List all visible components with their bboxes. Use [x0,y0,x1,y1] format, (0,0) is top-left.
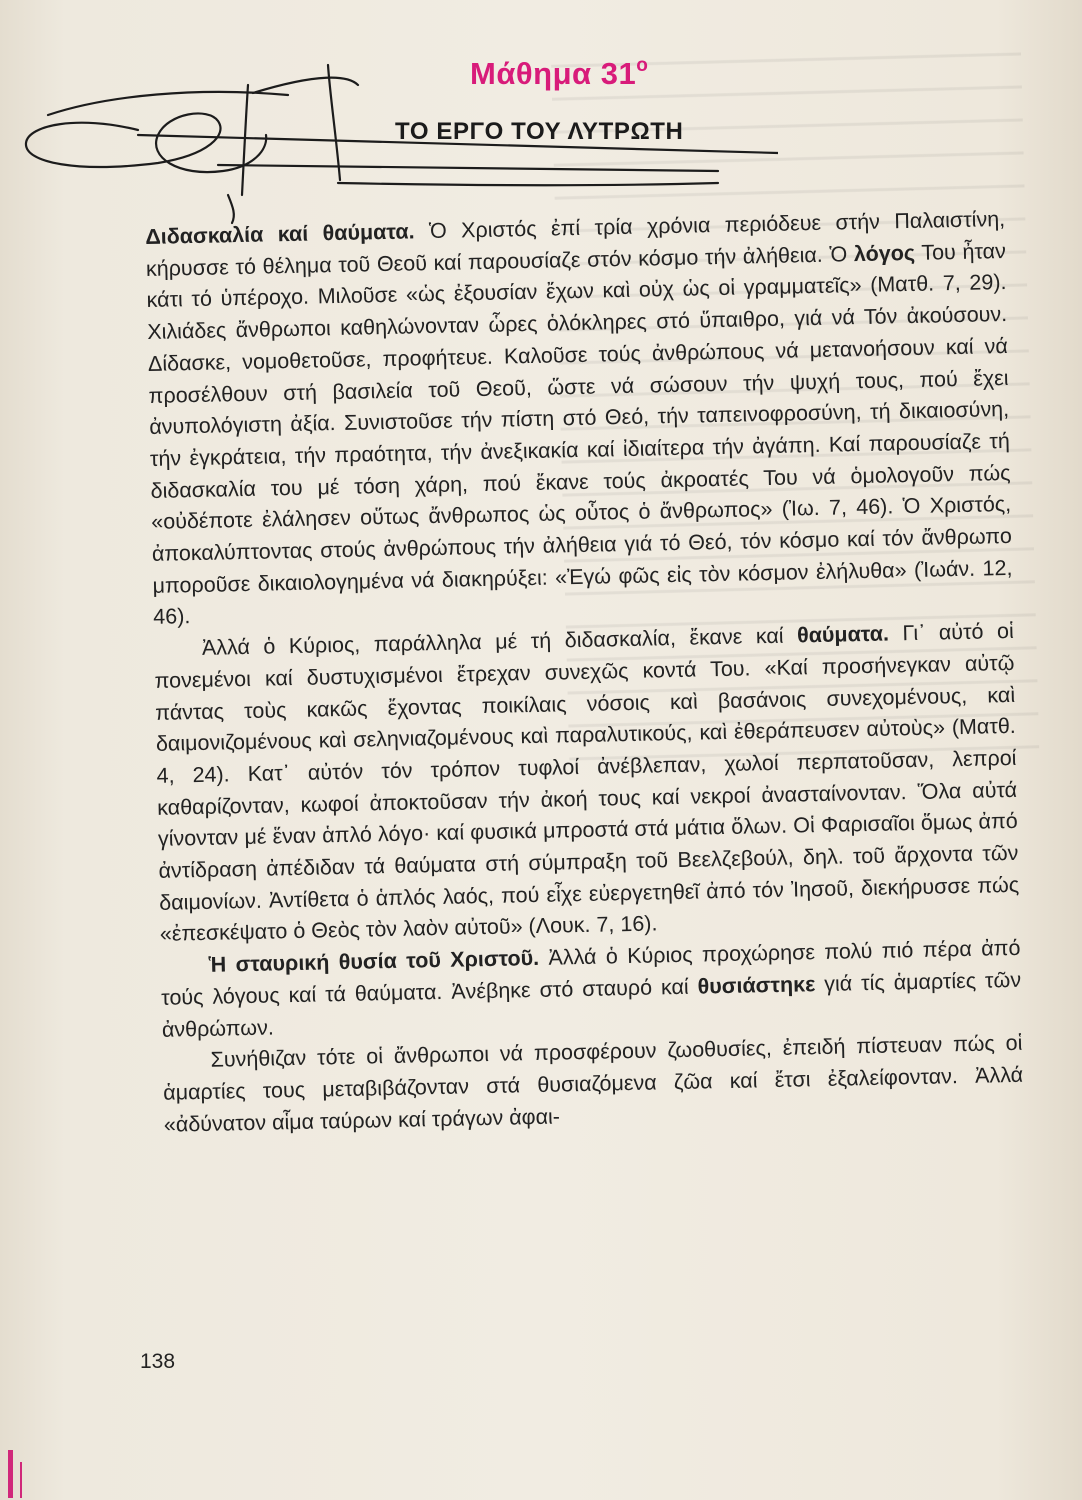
paragraph-miracles [154,616,1020,951]
paragraph-text: γιά τίς ἁμαρτίες τῶν ἀνθρώπων. [161,967,1022,1042]
paragraph-sacrifice [160,933,1022,1046]
lesson-title: ΤΟ ΕΡΓΟ ΤΟΥ ΛΥΤΡΩΤΗ [395,118,684,145]
lesson-ordinal: ο [636,55,649,76]
section-heading-teaching: Διδασκαλία καί θαύματα. [145,219,415,249]
paragraph-teaching-miracles [145,204,1013,634]
bold-term: θαύματα. [796,621,890,648]
bold-term: λόγος [853,240,916,266]
bold-term: θυσιάστηκε [697,972,816,999]
paragraph-text: Ἀλλά ὁ Κύριος προχώρησε πολύ πιό πέρα ἀπό τούς λόγους καί τά θαύματα. Ἀνέβηκε στό σταυρό καί [160,936,1021,1010]
page-edge-mark [20,1462,22,1498]
paragraph-text: Ὁ Χριστός ἐπί τρία χρόνια περιόδευε στήν Παλαιστίνη, κήρυσσε τό θέλημα τοῦ Θεοῦ καί παρουσίαζε στόν κόσμο τήν ἀλήθεια. Ὁ [145,206,1006,281]
paragraph-text: Ἀλλά ὁ Κύριος, παράλληλα μέ τή διδασκαλία, ἔκανε καί [201,623,798,661]
lesson-body [145,204,1024,1141]
lesson-label: Μάθημα 31 [470,56,637,91]
paragraph-animal-sacrifices [162,1028,1024,1141]
lesson-number [470,55,648,92]
paragraph-text: Γι᾽ αὐτό οἱ πονεμένοι καί δυστυχισμένοι ἔτρεχαν συνεχῶς κοντά Του. «Καί προσήνεγκαν αὐτῷ πάντας τοὺς κακῶς ἔχοντας ποικίλαις νόσοις καὶ βασάνοις συνεχομένους, καὶ δαιμονιζομένους καὶ σεληνιαζομένους καὶ παραλυτικούς, καὶ ἐθεράπευσεν αὐτοὺς» (Ματθ. 4, 24). Κατ᾽ αὐτόν τόν τρόπον τυφλοί ἀνέβλεπαν, χωλοί περπατοῦσαν, λεπροί καθαρίζονταν, κωφοί ἀποκτοῦσαν τήν ἀκοή τους καί νεκροί ἀνασταίνονταν. Ὅλα αὐτά γίνονταν μέ ἕναν ἁπλό λόγο· καί φυσικά μπροστά στά μάτια ὅλων. Οἱ Φαρισαῖοι ὅμως ἀπό ἀντίδραση ἀπέδιδαν τά θαύματα στή σύμπραξη τοῦ Βεελζεβούλ, δηλ. τοῦ ἄρχοντα τῶν δαιμονίων. Ἀντίθετα ὁ ἁπλός λαός, πού εἶχε εὐεργετηθεῖ ἀπό τόν Ἰησοῦ, διεκήρυσσε πώς «ἐπεσκέψατο ὁ Θεὸς τὸν λαὸν αὐτοῦ» (Λουκ. 7, 16). [154,619,1020,947]
page-number: 138 [140,1350,176,1373]
paragraph-text: Του ἦταν κάτι τό ὑπέροχο. Μιλοῦσε «ὡς ἐξουσίαν ἔχων καὶ οὐχ ὡς οἱ γραμματεῖς» (Ματθ. 7, 29). Χιλιάδες ἄνθρωποι καθηλώνονταν ὧρες ὁλόκληρες στό ὕπαιθρο, γιά νά Τόν ἀκούσουν. Δίδασκε, νομοθετοῦσε, προφήτευε. Καλοῦσε τούς ἀνθρώπους νά μετανοήσουν καί νά προσέλθουν στή βασιλεία τοῦ Θεοῦ, ὥστε νά σώσουν τήν ψυχή τους, πού ἔχει ἀνυπολόγιστη ἀξία. Συνιστοῦσε τήν πίστη στό Θεό, τήν ταπεινοφροσύνη, τή δικαιοσύνη, τήν ἐγκράτεια, τήν πραότητα, τήν ἀνεξικακία καί ἰδιαίτερα τήν ἀγάπη. Καί παρουσίαζε τή διδασκαλία του μέ τόση χάρη, πού ἔκανε τούς ἀκροατές Του νά ὁμολογοῦν πώς «οὐδέποτε ἐλάλησεν οὕτως ἄνθρωπος ὡς οὗτος ὁ ἄνθρωπος» (Ἰω. 7, 46). Ὁ Χριστός, ἀποκαλύπτοντας στούς ἀνθρώπους τήν ἀλήθεια γιά τό Θεό, τόν κόσμο καί τόν ἄνθρωπο μποροῦσε δικαιολογημένα νά διακηρύξει: «Ἐγώ φῶς εἰς τὸν κόσμον ἐλήλυθα» (Ἰωάν. 12, 46). [146,238,1013,630]
section-heading-sacrifice: Ἡ σταυρική θυσία τοῦ Χριστοῦ. [208,946,540,978]
paragraph-text: Συνήθιζαν τότε οἱ ἄνθρωποι νά προσφέρουν ζωοθυσίες, ἐπειδή πίστευαν πώς οἱ ἁμαρτίες τους μεταβιβάζονταν στά θυσιαζόμενα ζῶα καί ἔτσι ἐξαλείφονταν. Ἀλλά «ἀδύνατον αἷμα ταύρων καί τράγων ἀφαι- [162,1031,1024,1137]
page-edge-mark [8,1450,13,1498]
